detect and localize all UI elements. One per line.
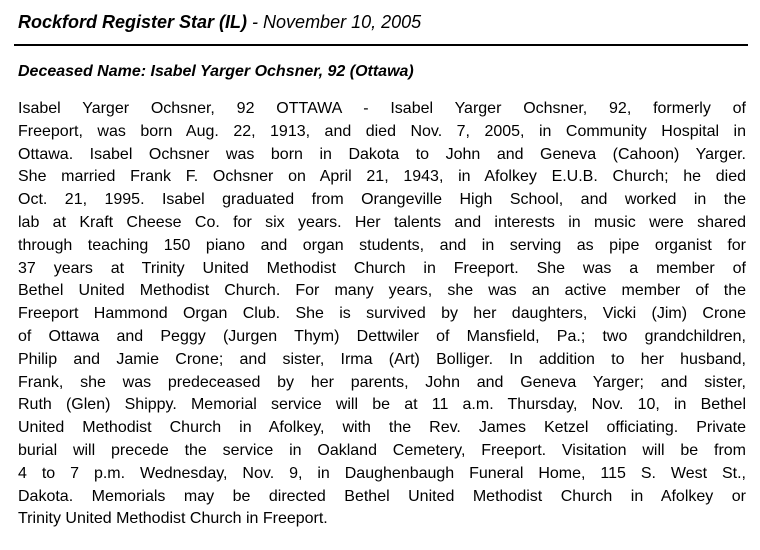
obituary-line: Philip and Jamie Crone; and sister, Irma (Art) Bolliger. In addition to her husband,: [18, 350, 746, 368]
obituary-line: United Methodist Church in Afolkey, with the Rev. James Ketzel officiating. Private: [18, 419, 746, 437]
obituary-line: through teaching 150 piano and organ students, and in serving as pipe organist for: [18, 236, 746, 254]
obituary-line: lab at Kraft Cheese Co. for six years. Her talents and interests in music were shared: [18, 213, 746, 231]
obituary-line: Frank, she was predeceased by her parents, John and Geneva Yarger; and sister,: [18, 373, 746, 391]
obituary-line: 37 years at Trinity United Methodist Church in Freeport. She was a member of: [18, 259, 746, 277]
obituary-line: Ottawa. Isabel Ochsner was born in Dakota to John and Geneva (Cahoon) Yarger.: [18, 145, 746, 163]
obituary-line: Freeport Hammond Organ Club. She is survived by her daughters, Vicki (Jim) Crone: [18, 305, 746, 323]
obituary-line: Bethel United Methodist Church. For many years, she was an active member of the: [18, 282, 746, 300]
obituary-line: Dakota. Memorials may be directed Bethel United Methodist Church in Afolkey or: [18, 487, 746, 505]
obituary-body: [18, 98, 746, 531]
newspaper-name: Rockford Register Star (IL): [18, 12, 248, 32]
obituary-line: Ruth (Glen) Shippy. Memorial service will be at 11 a.m. Thursday, Nov. 10, in Bethel: [18, 396, 746, 414]
header-separator: -: [247, 12, 264, 32]
obituary-line: She married Frank F. Ochsner on April 21, 1943, in Afolkey E.U.B. Church; he died: [18, 168, 746, 186]
obituary-line: Isabel Yarger Ochsner, 92 OTTAWA - Isabel Yarger Ochsner, 92, formerly of: [18, 100, 746, 117]
obituary-line: 4 to 7 p.m. Wednesday, Nov. 9, in Daughenbaugh Funeral Home, 115 S. West St.,: [18, 464, 746, 482]
obituary-line: Freeport, was born Aug. 22, 1913, and died Nov. 7, 2005, in Community Hospital in: [18, 122, 746, 140]
obituary-line: Trinity United Methodist Church in Freeport.: [18, 510, 328, 528]
obituary-line: Oct. 21, 1995. Isabel graduated from Orangeville High School, and worked in the: [18, 191, 746, 209]
source-header: [18, 10, 421, 34]
header-divider: [14, 44, 748, 46]
obituary-line: of Ottawa and Peggy (Jurgen Thym) Dettwiler of Mansfield, Pa.; two grandchildren,: [18, 327, 746, 345]
publication-date: November 10, 2005: [263, 12, 422, 32]
obituary-line: burial will precede the service in Oakland Cemetery, Freeport. Visitation will be from: [18, 441, 746, 459]
deceased-name-line: Deceased Name: Isabel Yarger Ochsner, 92 (Ottawa): [18, 63, 414, 80]
